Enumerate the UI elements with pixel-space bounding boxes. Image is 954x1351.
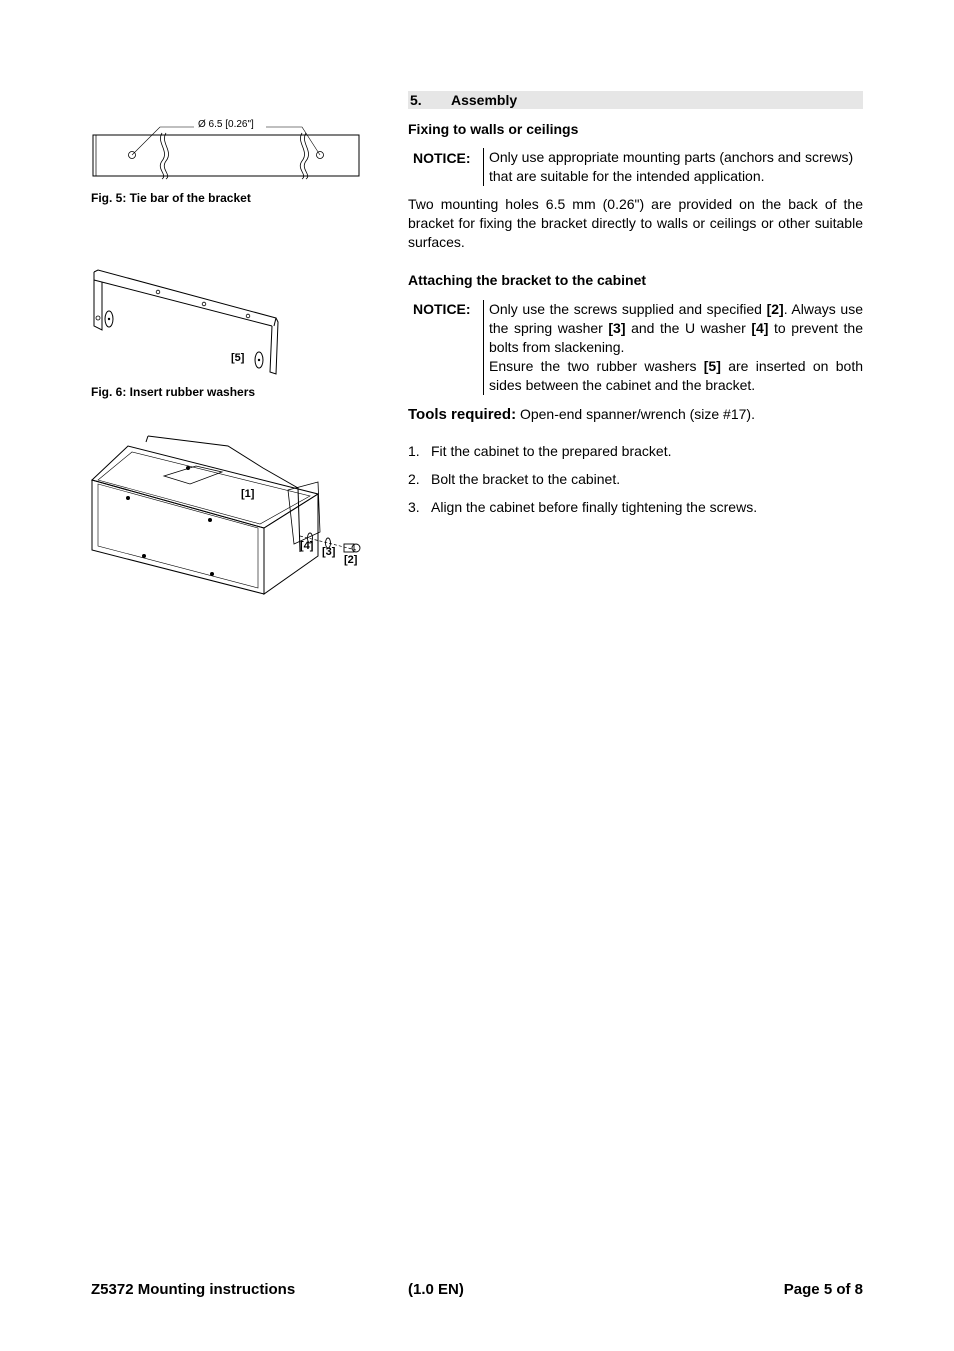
callout-5: [5] xyxy=(231,352,245,364)
footer-left: Z5372 Mounting instructions xyxy=(91,1281,296,1298)
tools-required xyxy=(408,405,755,424)
attaching-notice-text xyxy=(483,300,863,395)
step-text: Align the cabinet before finally tightening the screws. xyxy=(431,499,758,515)
callout-1: [1] xyxy=(241,488,255,500)
section-title: Assembly xyxy=(451,92,518,108)
footer-right: Page 5 of 8 xyxy=(783,1281,863,1298)
callout-4: [4] xyxy=(300,540,314,552)
step-number: 3. xyxy=(408,499,420,515)
ref-2: [2] xyxy=(766,301,784,317)
figure-5-caption: Fig. 5: Tie bar of the bracket xyxy=(91,191,251,205)
attaching-notice-paragraph-2 xyxy=(489,357,863,395)
fixing-notice-text xyxy=(483,148,867,186)
fixing-notice-label: NOTICE: xyxy=(413,150,471,166)
figure-7 xyxy=(88,432,368,597)
step-number: 2. xyxy=(408,471,420,487)
fixing-notice-line-1: Only use appropriate mounting parts (anchors and screws) xyxy=(489,149,854,165)
fixing-notice-line-2: that are suitable for the intended application. xyxy=(489,168,765,184)
callout-2: [2] xyxy=(344,554,358,566)
callout-3: [3] xyxy=(322,546,336,558)
cabinet-assembly-drawing-icon xyxy=(88,432,368,597)
attaching-heading: Attaching the bracket to the cabinet xyxy=(408,272,647,288)
step-text: Fit the cabinet to the prepared bracket. xyxy=(431,443,672,459)
ref-3: [3] xyxy=(608,320,626,336)
notice-text-segment: Ensure the two rubber washers xyxy=(489,358,704,374)
notice-text-segment: . Always use the spring washer xyxy=(489,301,863,336)
ref-5: [5] xyxy=(703,358,721,374)
fixing-heading: Fixing to walls or ceilings xyxy=(408,121,579,137)
attaching-notice-paragraph-1 xyxy=(489,300,863,357)
list-item xyxy=(408,498,863,526)
notice-text-segment: are inserted on both sides between the cabinet and the bracket. xyxy=(489,358,863,393)
section-header xyxy=(408,91,863,109)
list-item xyxy=(408,442,863,470)
figure-6 xyxy=(88,268,288,376)
dimension-label: Ø 6.5 [0.26"] xyxy=(198,119,254,130)
notice-text-segment: to prevent the bolts from slackening. xyxy=(489,320,863,355)
attaching-notice-label: NOTICE: xyxy=(413,301,471,317)
tools-label: Tools required: xyxy=(408,406,517,423)
tools-text: Open-end spanner/wrench (size #17). xyxy=(516,406,755,422)
bracket-drawing-icon xyxy=(88,268,288,376)
steps-list xyxy=(408,442,863,526)
step-number: 1. xyxy=(408,443,420,459)
fixing-paragraph: Two mounting holes 6.5 mm (0.26") are provided on the back of the bracket for fixing the bracket directly to walls or ceilings or other suitable surfaces. xyxy=(408,196,863,250)
ref-4: [4] xyxy=(751,320,769,336)
footer-center: (1.0 EN) xyxy=(408,1281,464,1298)
step-text: Bolt the bracket to the cabinet. xyxy=(431,471,621,487)
notice-text-segment: Only use the screws supplied and specified xyxy=(489,301,767,317)
section-number: 5. xyxy=(410,92,422,108)
figure-5 xyxy=(90,115,365,185)
notice-text-segment: and the U washer xyxy=(625,320,752,336)
figure-6-caption: Fig. 6: Insert rubber washers xyxy=(91,385,256,399)
list-item xyxy=(408,470,863,498)
